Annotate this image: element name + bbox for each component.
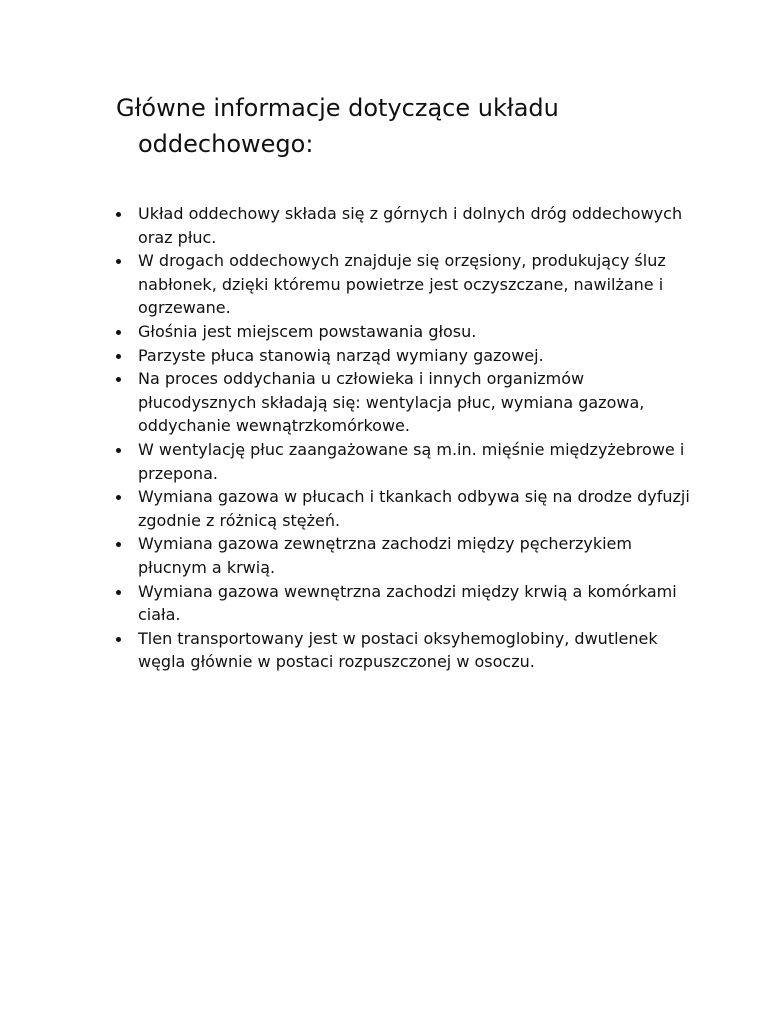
bullet-text: W wentylację płuc zaangażowane są m.in. mięśnie międzyżebrowe i przepona. (138, 439, 685, 483)
bullet-text: Wymiana gazowa w płucach i tkankach odbywa się na drodze dyfuzji zgodnie z różnicą stężeń. (138, 487, 690, 530)
bullet-text: Układ oddechowy składa się z górnych i dolnych dróg oddechowych oraz płuc. (138, 204, 683, 247)
bullet-dot-icon (116, 495, 121, 500)
bullet-dot-icon (116, 330, 121, 335)
bullet-dot-icon (116, 637, 121, 642)
bullet-list (116, 202, 696, 674)
bullet-item (116, 320, 696, 344)
bullet-item (116, 627, 696, 674)
bullet-item (116, 485, 696, 532)
bullet-item (116, 580, 696, 627)
bullet-item (116, 438, 696, 485)
bullet-dot-icon (116, 542, 121, 547)
bullet-text: Na proces oddychania u człowieka i innych organizmów płucodysznych składają się: wentylacja płuc, wymiana gazowa, oddychanie wewnątrzkomórkowe. (138, 369, 645, 436)
bullet-item (116, 367, 696, 438)
bullet-item (116, 249, 696, 320)
bullet-text: W drogach oddechowych znajduje się orzęsiony, produkujący śluz nabłonek, dzięki któremu powietrze jest oczyszczane, nawilżane i ogrzewane. (138, 251, 666, 318)
bullet-text: Wymiana gazowa wewnętrzna zachodzi między krwią a komórkami ciała. (138, 581, 677, 625)
bullet-text: Głośnia jest miejscem powstawania głosu. (138, 321, 477, 341)
bullet-dot-icon (116, 354, 121, 359)
bullet-text: Wymiana gazowa zewnętrzna zachodzi między pęcherzykiem płucnym a krwią. (138, 534, 632, 577)
bullet-item (116, 202, 696, 249)
bullet-item (116, 344, 696, 368)
bullet-dot-icon (116, 377, 121, 382)
bullet-text: Parzyste płuca stanowią narząd wymiany gazowej. (138, 345, 544, 365)
bullet-text: Tlen transportowany jest w postaci oksyhemoglobiny, dwutlenek węgla głównie w postaci rozpuszczonej w osoczu. (138, 628, 658, 672)
bullet-dot-icon (116, 212, 121, 217)
bullet-dot-icon (116, 259, 121, 264)
bullet-dot-icon (116, 448, 121, 453)
document-title: Główne informacje dotyczące układu oddechowego: (116, 94, 559, 158)
bullet-item (116, 532, 696, 579)
bullet-dot-icon (116, 590, 121, 595)
